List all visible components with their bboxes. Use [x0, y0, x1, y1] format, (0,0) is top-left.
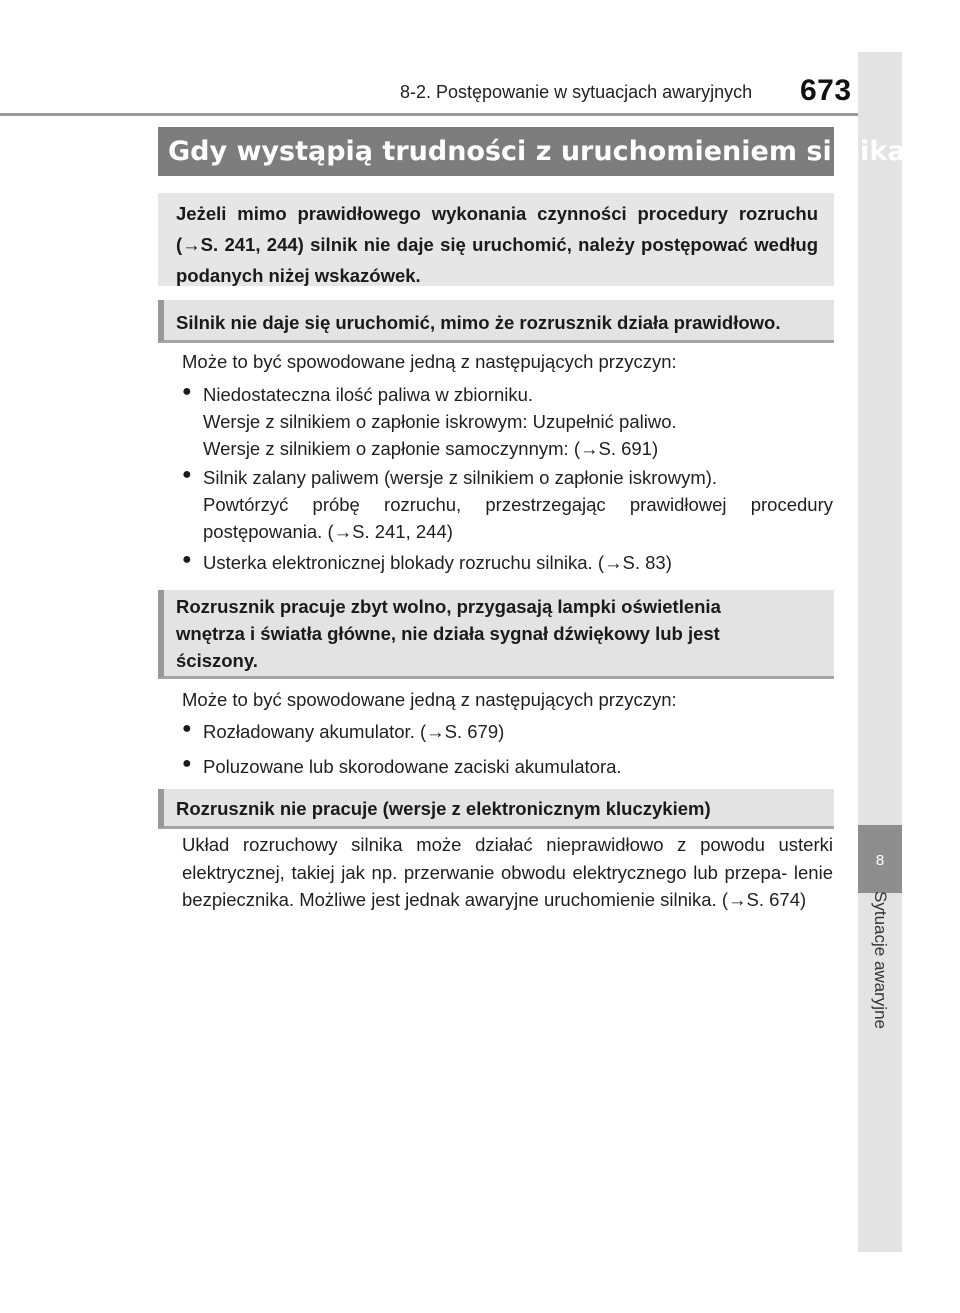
- section-heading: Rozrusznik nie pracuje (wersje z elektronicznym kluczykiem): [176, 798, 711, 819]
- section-lead: Może to być spowodowane jedną z następujących przyczyn:: [182, 689, 677, 710]
- running-header-section: 8-2. Postępowanie w sytuacjach awaryjnych: [400, 82, 753, 102]
- page-number: 673: [800, 74, 852, 107]
- section-heading-box: [158, 789, 834, 829]
- list-item-line: Wersje z silnikiem o zapłonie iskrowym: Uzupełnić paliwo.: [203, 411, 677, 432]
- section-heading: Rozrusznik pracuje zbyt wolno, przygasają lampki oświetlenia wnętrza i światła główne, nie działa sygnał dźwiękowy lub jest ściszony.: [176, 596, 721, 671]
- section-lead: Może to być spowodowane jedną z następujących przyczyn:: [182, 351, 677, 372]
- bullet-icon: ●: [182, 466, 192, 483]
- section-heading-box: [158, 300, 834, 343]
- bullet-icon: ●: [182, 720, 192, 737]
- list-item-line: postępowania. (→S. 241, 244): [203, 521, 453, 542]
- section-body: Układ rozruchowy silnika może działać nieprawidłowo z powodu usterki elektrycznej, takiej jak np. przerwanie obwodu elektrycznego lub przepa- lenie bezpiecznika. Możliwe jest jednak awaryjne uruchomienie silnika. (→S. 674): [182, 834, 833, 910]
- bullet-icon: ●: [182, 755, 192, 772]
- page-title: Gdy wystąpią trudności z uruchomieniem silnika: [168, 136, 906, 167]
- list-item: Usterka elektronicznej blokady rozruchu silnika. (→S. 83): [203, 552, 672, 573]
- list-item-line: Powtórzyć próbę rozruchu, przestrzegając prawidłowej procedury: [203, 494, 833, 515]
- bullet-icon: ●: [182, 551, 192, 568]
- list-item: Poluzowane lub skorodowane zaciski akumulatora.: [203, 756, 622, 777]
- bullet-icon: ●: [182, 383, 192, 400]
- chapter-label: Sytuacje awaryjne: [871, 891, 890, 1029]
- list-item: Rozładowany akumulator. (→S. 679): [203, 721, 505, 742]
- section-heading-box: [158, 590, 834, 679]
- section-heading: Silnik nie daje się uruchomić, mimo że rozrusznik działa prawidłowo.: [176, 312, 781, 333]
- list-item-line: Wersje z silnikiem o zapłonie samoczynnym: (→S. 691): [203, 438, 659, 459]
- header-divider: [0, 113, 860, 116]
- chapter-sidebar: [858, 52, 902, 1252]
- chapter-number: 8: [875, 852, 885, 869]
- intro-text: Jeżeli mimo prawidłowego wykonania czynności procedury rozruchu (→S. 241, 244) silnik nie daje się uruchomić, należy postępować według podanych niżej wskazówek.: [176, 203, 818, 286]
- list-item: Niedostateczna ilość paliwa w zbiorniku.: [203, 384, 534, 405]
- list-item: Silnik zalany paliwem (wersje z silnikiem o zapłonie iskrowym).: [203, 467, 718, 488]
